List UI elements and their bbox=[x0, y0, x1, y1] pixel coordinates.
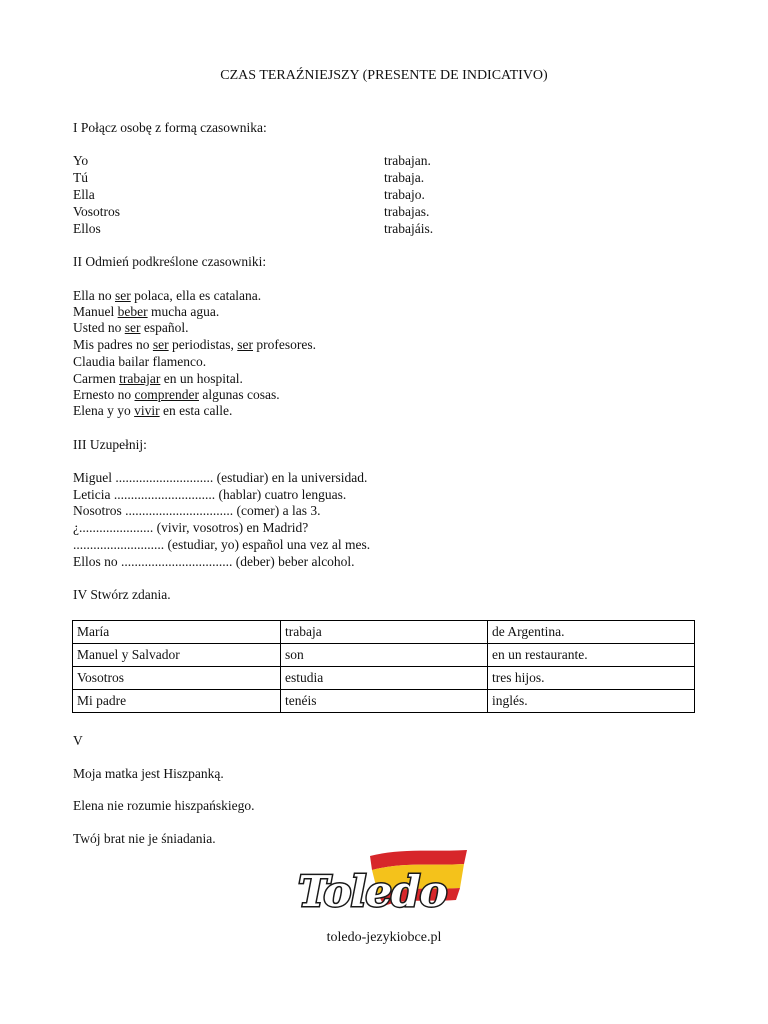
table-cell: en un restaurante. bbox=[488, 644, 695, 667]
sentence-text: polaca, ella es catalana. bbox=[130, 288, 262, 303]
underlined-verb: beber bbox=[117, 304, 148, 319]
table-cell: Mi padre bbox=[73, 690, 281, 713]
verb-form-item: trabajo. bbox=[384, 187, 425, 202]
underlined-verb: vivir bbox=[134, 403, 160, 418]
verb-form-item: trabaja. bbox=[384, 170, 425, 185]
verb-form-item: trabajáis. bbox=[384, 221, 434, 236]
table-cell: tenéis bbox=[281, 690, 488, 713]
section4-heading: IV Stwórz zdania. bbox=[73, 587, 171, 602]
sentence-item bbox=[73, 320, 189, 336]
underlined-verb: ser bbox=[152, 337, 169, 352]
fill-in-line: ¿...................... (vivir, vosotros) en Madrid? bbox=[73, 520, 309, 535]
fill-in-line: Ellos no ................................. (deber) beber alcohol. bbox=[73, 554, 355, 569]
verb-form-item: trabajas. bbox=[384, 204, 430, 219]
table-cell: estudia bbox=[281, 667, 488, 690]
section2-heading: II Odmień podkreślone czasowniki: bbox=[73, 254, 267, 269]
underlined-verb: comprender bbox=[134, 387, 199, 402]
section1-heading: I Połącz osobę z formą czasownika: bbox=[73, 120, 267, 135]
table-row bbox=[73, 690, 695, 713]
sentence-text: Mis padres no bbox=[73, 337, 153, 352]
underlined-verb: ser bbox=[115, 288, 131, 303]
table-cell: tres hijos. bbox=[488, 667, 695, 690]
table-row bbox=[73, 667, 695, 690]
sentence-text: Manuel bbox=[73, 304, 118, 319]
fill-in-line: Nosotros ................................ (comer) a las 3. bbox=[73, 503, 321, 518]
fill-in-line: Leticia .............................. (hablar) cuatro lenguas. bbox=[73, 487, 347, 502]
sentence-text: Ernesto no bbox=[73, 387, 135, 402]
translation-sentence: Moja matka jest Hiszpanką. bbox=[73, 766, 224, 781]
sentence-text: en esta calle. bbox=[159, 403, 233, 418]
sentence-item bbox=[73, 403, 232, 419]
sentence-text: profesores. bbox=[253, 337, 316, 352]
sentence-item bbox=[73, 354, 206, 370]
table-cell: Vosotros bbox=[73, 667, 281, 690]
person-item: Tú bbox=[73, 170, 88, 185]
sentence-item bbox=[73, 371, 243, 387]
table-cell: son bbox=[281, 644, 488, 667]
sentence-text: Ella no bbox=[73, 288, 115, 303]
translation-sentence: Twój brat nie je śniadania. bbox=[73, 831, 216, 846]
table-row bbox=[73, 621, 695, 644]
page-title: CZAS TERAŹNIEJSZY (PRESENTE DE INDICATIVO) bbox=[220, 68, 548, 83]
sentence-building-table bbox=[72, 620, 695, 713]
table-cell: María bbox=[73, 621, 281, 644]
sentence-text: periodistas, bbox=[168, 337, 238, 352]
sentence-text: mucha agua. bbox=[147, 304, 220, 319]
table-cell: Manuel y Salvador bbox=[73, 644, 281, 667]
website-url[interactable]: toledo-jezykiobce.pl bbox=[326, 930, 442, 945]
person-item: Yo bbox=[73, 153, 89, 168]
underlined-verb: ser bbox=[237, 337, 253, 352]
fill-in-line: ........................... (estudiar, yo) español una vez al mes. bbox=[73, 537, 371, 552]
logo-wordmark: Toledo bbox=[298, 867, 447, 916]
fill-in-line: Miguel ............................. (estudiar) en la universidad. bbox=[73, 470, 368, 485]
sentence-text: Claudia bailar flamenco. bbox=[73, 354, 207, 369]
section5-heading: V bbox=[73, 733, 83, 748]
sentence-text: Elena y yo bbox=[73, 403, 135, 418]
table-row bbox=[73, 644, 695, 667]
underlined-verb: ser bbox=[124, 320, 141, 335]
sentence-text: en un hospital. bbox=[160, 371, 243, 386]
table-cell: de Argentina. bbox=[488, 621, 695, 644]
person-item: Vosotros bbox=[73, 204, 121, 219]
toledo-logo bbox=[292, 848, 472, 920]
verb-form-item: trabajan. bbox=[384, 153, 431, 168]
sentence-item bbox=[73, 288, 261, 304]
table-cell: trabaja bbox=[281, 621, 488, 644]
person-item: Ellos bbox=[73, 221, 101, 236]
sentence-text: Usted no bbox=[73, 320, 125, 335]
sentence-text: Carmen bbox=[73, 371, 120, 386]
sentence-text: español. bbox=[140, 320, 189, 335]
underlined-verb: trabajar bbox=[119, 371, 161, 386]
section3-heading: III Uzupełnij: bbox=[73, 437, 147, 452]
sentence-item bbox=[73, 387, 280, 403]
sentence-item bbox=[73, 304, 219, 320]
sentence-text: algunas cosas. bbox=[198, 387, 280, 402]
sentence-item bbox=[73, 337, 316, 353]
person-item: Ella bbox=[73, 187, 95, 202]
table-cell: inglés. bbox=[488, 690, 695, 713]
translation-sentence: Elena nie rozumie hiszpańskiego. bbox=[73, 798, 255, 813]
